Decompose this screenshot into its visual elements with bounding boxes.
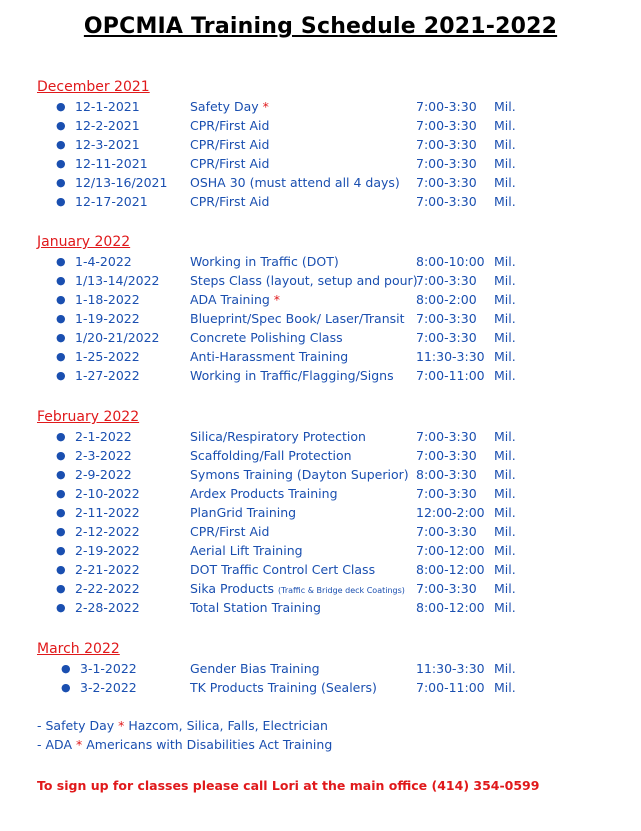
row-date: 12-1-2021 bbox=[75, 99, 140, 114]
row-time: 7:00-3:30 bbox=[416, 429, 477, 444]
row-location: Mil. bbox=[494, 118, 516, 133]
row-course: Symons Training (Dayton Superior) bbox=[190, 467, 409, 482]
row-time: 7:00-3:30 bbox=[416, 330, 477, 345]
bullet-icon: ● bbox=[56, 563, 66, 576]
table-row bbox=[0, 273, 641, 292]
table-row bbox=[0, 581, 641, 600]
row-time: 7:00-3:30 bbox=[416, 486, 477, 501]
row-time: 7:00-11:00 bbox=[416, 680, 485, 695]
table-row bbox=[0, 429, 641, 448]
bullet-icon: ● bbox=[56, 430, 66, 443]
bullet-icon: ● bbox=[56, 293, 66, 306]
table-row bbox=[0, 311, 641, 330]
row-date: 1/20-21/2022 bbox=[75, 330, 160, 345]
row-date: 12-17-2021 bbox=[75, 194, 148, 209]
row-time: 7:00-12:00 bbox=[416, 543, 485, 558]
row-course: Gender Bias Training bbox=[190, 661, 320, 676]
star-marker: * bbox=[75, 737, 83, 752]
row-time: 7:00-3:30 bbox=[416, 175, 477, 190]
row-course: Working in Traffic/Flagging/Signs bbox=[190, 368, 394, 383]
row-time: 7:00-3:30 bbox=[416, 311, 477, 326]
row-date: 3-1-2022 bbox=[80, 661, 137, 676]
bullet-icon: ● bbox=[56, 138, 66, 151]
bullet-icon: ● bbox=[56, 582, 66, 595]
bullet-icon: ● bbox=[56, 487, 66, 500]
row-location: Mil. bbox=[494, 429, 516, 444]
row-location: Mil. bbox=[494, 292, 516, 307]
row-location: Mil. bbox=[494, 330, 516, 345]
row-location: Mil. bbox=[494, 524, 516, 539]
row-course: CPR/First Aid bbox=[190, 118, 270, 133]
month-heading-december: December 2021 bbox=[37, 79, 150, 95]
row-course: TK Products Training (Sealers) bbox=[190, 680, 377, 695]
row-date: 1-19-2022 bbox=[75, 311, 140, 326]
table-row bbox=[0, 505, 641, 524]
bullet-icon: ● bbox=[56, 468, 66, 481]
table-row bbox=[0, 349, 641, 368]
bullet-icon: ● bbox=[56, 369, 66, 382]
row-time: 7:00-3:30 bbox=[416, 273, 477, 288]
table-row bbox=[0, 330, 641, 349]
row-course: CPR/First Aid bbox=[190, 194, 270, 209]
row-location: Mil. bbox=[494, 137, 516, 152]
row-location: Mil. bbox=[494, 581, 516, 596]
row-time: 7:00-3:30 bbox=[416, 194, 477, 209]
row-date: 12-3-2021 bbox=[75, 137, 140, 152]
row-date: 2-1-2022 bbox=[75, 429, 132, 444]
row-date: 2-12-2022 bbox=[75, 524, 140, 539]
bullet-icon: ● bbox=[56, 506, 66, 519]
row-course: Total Station Training bbox=[190, 600, 321, 615]
table-row bbox=[0, 368, 641, 387]
table-row bbox=[0, 254, 641, 273]
row-time: 7:00-3:30 bbox=[416, 448, 477, 463]
row-location: Mil. bbox=[494, 543, 516, 558]
table-row bbox=[0, 467, 641, 486]
signup-instructions: To sign up for classes please call Lori at the main office (414) 354-0599 bbox=[37, 778, 540, 793]
row-date: 1-4-2022 bbox=[75, 254, 132, 269]
row-course: Safety Day * bbox=[190, 99, 269, 114]
bullet-icon: ● bbox=[56, 274, 66, 287]
table-row bbox=[0, 292, 641, 311]
row-location: Mil. bbox=[494, 661, 516, 676]
row-time: 7:00-3:30 bbox=[416, 581, 477, 596]
row-date: 1-18-2022 bbox=[75, 292, 140, 307]
page-title: OPCMIA Training Schedule 2021-2022 bbox=[83, 14, 558, 39]
row-location: Mil. bbox=[494, 99, 516, 114]
row-course: CPR/First Aid bbox=[190, 524, 270, 539]
row-course: Ardex Products Training bbox=[190, 486, 338, 501]
row-course: CPR/First Aid bbox=[190, 156, 270, 171]
row-course: CPR/First Aid bbox=[190, 137, 270, 152]
row-time: 7:00-3:30 bbox=[416, 137, 477, 152]
bullet-icon: ● bbox=[56, 544, 66, 557]
table-row bbox=[0, 486, 641, 505]
row-location: Mil. bbox=[494, 254, 516, 269]
row-date: 2-28-2022 bbox=[75, 600, 140, 615]
month-heading-january: January 2022 bbox=[37, 234, 131, 250]
row-location: Mil. bbox=[494, 505, 516, 520]
row-date: 3-2-2022 bbox=[80, 680, 137, 695]
bullet-icon: ● bbox=[61, 681, 71, 694]
row-date: 12-2-2021 bbox=[75, 118, 140, 133]
bullet-icon: ● bbox=[56, 255, 66, 268]
table-row bbox=[0, 448, 641, 467]
row-course: Concrete Polishing Class bbox=[190, 330, 343, 345]
row-location: Mil. bbox=[494, 600, 516, 615]
row-location: Mil. bbox=[494, 175, 516, 190]
row-time: 7:00-11:00 bbox=[416, 368, 485, 383]
table-row bbox=[0, 680, 641, 699]
row-course: Blueprint/Spec Book/ Laser/Transit bbox=[190, 311, 405, 326]
row-date: 2-9-2022 bbox=[75, 467, 132, 482]
table-row bbox=[0, 524, 641, 543]
row-date: 2-21-2022 bbox=[75, 562, 140, 577]
bullet-icon: ● bbox=[56, 176, 66, 189]
row-course: DOT Traffic Control Cert Class bbox=[190, 562, 376, 577]
bullet-icon: ● bbox=[56, 119, 66, 132]
row-course: Silica/Respiratory Protection bbox=[190, 429, 366, 444]
bullet-icon: ● bbox=[56, 350, 66, 363]
row-date: 2-11-2022 bbox=[75, 505, 140, 520]
row-location: Mil. bbox=[494, 311, 516, 326]
row-date: 2-22-2022 bbox=[75, 581, 140, 596]
bullet-icon: ● bbox=[56, 157, 66, 170]
row-location: Mil. bbox=[494, 562, 516, 577]
bullet-icon: ● bbox=[56, 601, 66, 614]
row-location: Mil. bbox=[494, 680, 516, 695]
table-row bbox=[0, 661, 641, 680]
row-date: 1/13-14/2022 bbox=[75, 273, 160, 288]
table-row bbox=[0, 562, 641, 581]
bullet-icon: ● bbox=[56, 525, 66, 538]
table-row bbox=[0, 175, 641, 194]
row-date: 2-10-2022 bbox=[75, 486, 140, 501]
bullet-icon: ● bbox=[56, 312, 66, 325]
row-time: 11:30-3:30 bbox=[416, 661, 485, 676]
row-course: Steps Class (layout, setup and pour) bbox=[190, 273, 418, 288]
row-location: Mil. bbox=[494, 467, 516, 482]
table-row bbox=[0, 600, 641, 619]
table-row bbox=[0, 543, 641, 562]
row-course: PlanGrid Training bbox=[190, 505, 297, 520]
table-row bbox=[0, 194, 641, 213]
row-time: 12:00-2:00 bbox=[416, 505, 485, 520]
bullet-icon: ● bbox=[61, 662, 71, 675]
row-time: 8:00-12:00 bbox=[416, 600, 485, 615]
row-course: Anti-Harassment Training bbox=[190, 349, 349, 364]
bullet-icon: ● bbox=[56, 195, 66, 208]
row-course: OSHA 30 (must attend all 4 days) bbox=[190, 175, 400, 190]
row-time: 11:30-3:30 bbox=[416, 349, 485, 364]
row-location: Mil. bbox=[494, 486, 516, 501]
table-row bbox=[0, 118, 641, 137]
star-marker: * bbox=[273, 292, 281, 307]
row-date: 2-3-2022 bbox=[75, 448, 132, 463]
row-time: 7:00-3:30 bbox=[416, 524, 477, 539]
row-course: ADA Training * bbox=[190, 292, 281, 307]
note-ada: - ADA * Americans with Disabilities Act Training bbox=[37, 737, 333, 752]
row-date: 12-11-2021 bbox=[75, 156, 148, 171]
star-marker: * bbox=[262, 99, 269, 114]
table-row bbox=[0, 99, 641, 118]
row-location: Mil. bbox=[494, 156, 516, 171]
course-note: (Traffic & Bridge deck Coatings) bbox=[278, 586, 405, 595]
row-date: 2-19-2022 bbox=[75, 543, 140, 558]
row-time: 7:00-3:30 bbox=[416, 156, 477, 171]
row-location: Mil. bbox=[494, 273, 516, 288]
row-time: 8:00-2:00 bbox=[416, 292, 477, 307]
note-safety-day: - Safety Day * Hazcom, Silica, Falls, Electrician bbox=[37, 718, 328, 733]
row-time: 8:00-3:30 bbox=[416, 467, 477, 482]
row-date: 1-27-2022 bbox=[75, 368, 140, 383]
table-row bbox=[0, 156, 641, 175]
table-row bbox=[0, 137, 641, 156]
month-heading-march: March 2022 bbox=[37, 641, 120, 657]
row-course: Scaffolding/Fall Protection bbox=[190, 448, 352, 463]
row-time: 7:00-3:30 bbox=[416, 99, 477, 114]
row-course: Working in Traffic (DOT) bbox=[190, 254, 339, 269]
row-date: 12/13-16/2021 bbox=[75, 175, 168, 190]
bullet-icon: ● bbox=[56, 449, 66, 462]
row-date: 1-25-2022 bbox=[75, 349, 140, 364]
row-location: Mil. bbox=[494, 194, 516, 209]
bullet-icon: ● bbox=[56, 331, 66, 344]
row-course: Sika Products (Traffic & Bridge deck Coatings) bbox=[190, 581, 405, 596]
row-location: Mil. bbox=[494, 368, 516, 383]
row-course: Aerial Lift Training bbox=[190, 543, 303, 558]
bullet-icon: ● bbox=[56, 100, 66, 113]
row-time: 8:00-10:00 bbox=[416, 254, 485, 269]
star-marker: * bbox=[118, 718, 125, 733]
row-location: Mil. bbox=[494, 349, 516, 364]
row-location: Mil. bbox=[494, 448, 516, 463]
row-time: 8:00-12:00 bbox=[416, 562, 485, 577]
month-heading-february: February 2022 bbox=[37, 409, 140, 425]
row-time: 7:00-3:30 bbox=[416, 118, 477, 133]
